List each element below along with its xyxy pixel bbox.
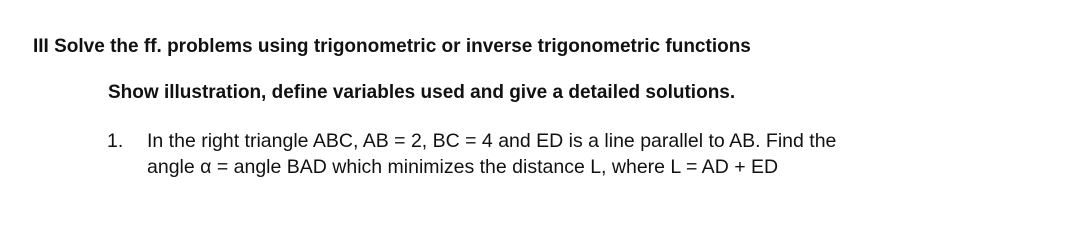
problem-number: 1. [107, 130, 124, 152]
problem-statement [147, 128, 836, 180]
section-heading: III Solve the ff. problems using trigonometric or inverse trigonometric functions [33, 36, 751, 57]
problem-line: In the right triangle ABC, AB = 2, BC = 4 and ED is a line parallel to AB. Find the [147, 130, 837, 152]
section-instructions: Show illustration, define variables used and give a detailed solutions. [108, 82, 736, 103]
problem-line: angle α = angle BAD which minimizes the distance L, where L = AD + ED [147, 156, 779, 178]
